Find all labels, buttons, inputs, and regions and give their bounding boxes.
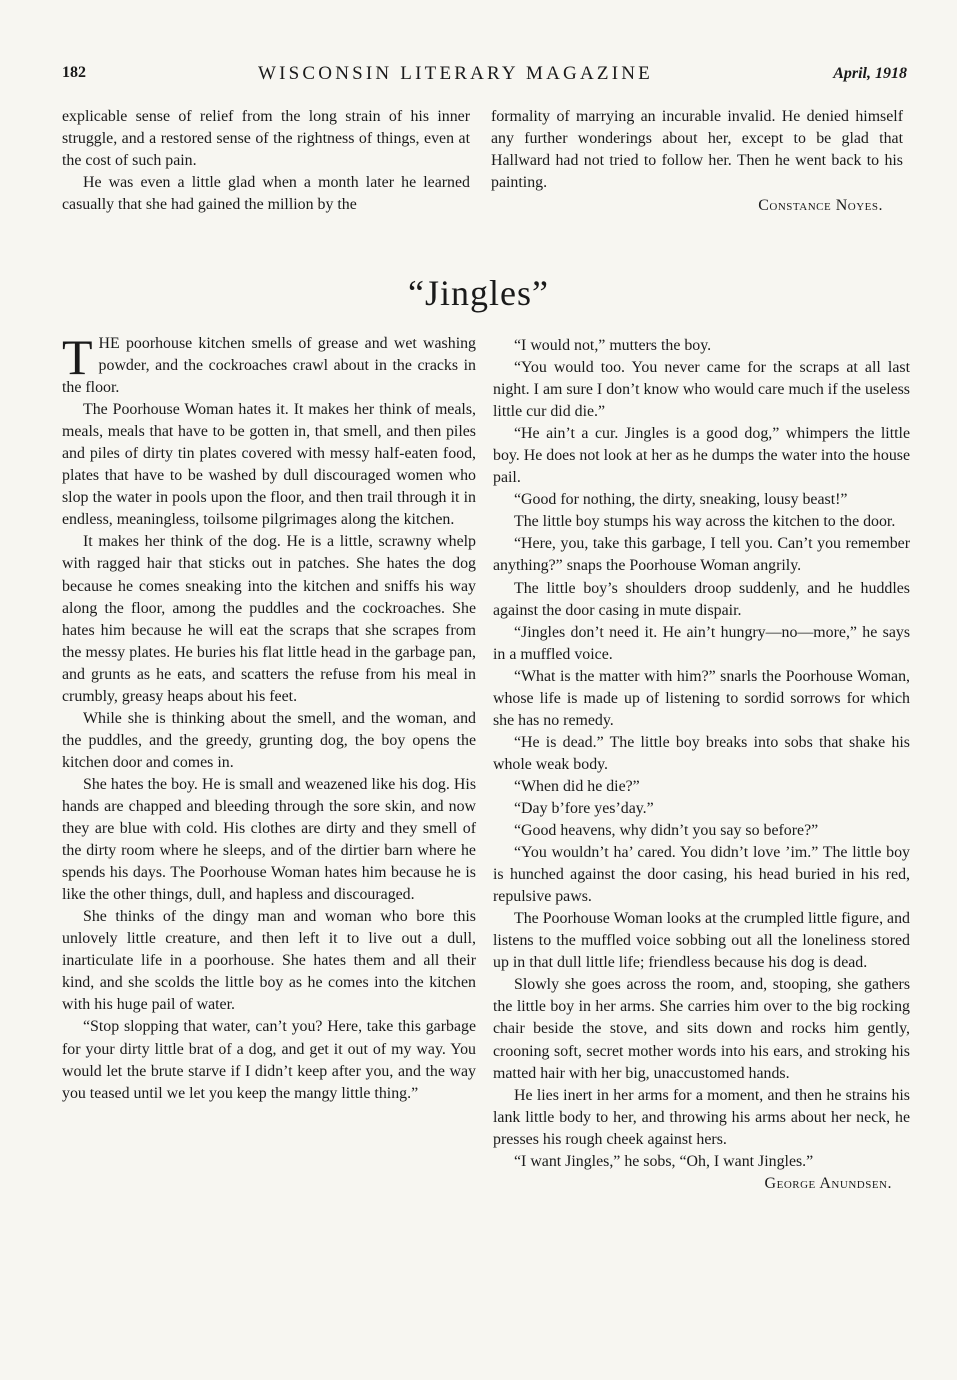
paragraph: Slowly she goes across the room, and, stooping, she gathers the little boy in her arms. She carries him over to the big rocking chair beside the stove, and sits down and rocks him gently, crooning soft, secret mother words into his ears, and stroking his matted hair with her big, unaccustomed hands. [493,976,910,1082]
story-title: “Jingles” [408,273,549,313]
paragraph: She thinks of the dingy man and woman who bore this unlovely little creature, and then left it to live out a dull, inarticulate life in a poorhouse. She hates them and all their kind, and she scolds the little boy as he comes into the kitchen with his huge pail of water. [62,908,476,1014]
prev-story-right-column [491,106,903,217]
paragraph-text: HE poorhouse kitchen smells of grease and wet washing powder, and the cockroaches crawl about in the cracks in the floor. [62,335,476,397]
paragraph: formality of marrying an incurable invalid. He denied himself any further wonderings about her, except to be glad that Hallward had not tried to follow her. Then he went back to his painting. [491,108,903,192]
paragraph: “Stop slopping that water, can’t you? Here, take this garbage for your dirty little brat of a dog, and get it out of my way. You would let the brute starve if I didn’t keep after you, and the way you teased until we let you keep the mangy little thing.” [62,1018,476,1102]
paragraph: “When did he die?” [514,777,640,795]
paragraph: “I want Jingles,” he sobs, “Oh, I want Jingles.” [514,1152,814,1170]
paragraph: “Jingles don’t need it. He ain’t hungry—no—more,” he says in a muffled voice. [493,623,910,663]
paragraph: She hates the boy. He is small and weazened like his dog. His hands are chapped and bleeding through the sore skin, and now they are blue with cold. His clothes are dirty and they smell of the dirty room where he sleeps, and of the dirtier barn where he spends his days. The Poorhouse Woman hates him because he is like the other things, dull, and hapless and discouraged. [62,775,476,904]
paragraph: The little boy’s shoulders droop suddenly, and he huddles against the door casing in mute dispair. [493,579,910,619]
paragraph: The Poorhouse Woman looks at the crumpled little figure, and listens to the muffled voice sobbing out all the loneliness stored up in that dull little life; friendless because his dog is dead. [493,910,910,972]
paragraph: “What is the matter with him?” snarls the Poorhouse Woman, whose life is made up of listening to sordid sorrows for which she has no remedy. [493,667,910,729]
paragraph: “Here, you, take this garbage, I tell you. Can’t you remember anything?” snaps the Poorhouse Woman angrily. [493,535,910,575]
page-number: 182 [62,64,86,81]
paragraph: While she is thinking about the smell, and the woman, and the puddles, and the greedy, grunting dog, the boy opens the kitchen door and comes in. [62,709,476,771]
page-header [62,64,907,88]
story-left-column [62,329,476,1105]
paragraph: He was even a little glad when a month later he learned casually that she had gained the million by the [62,174,470,214]
drop-cap: T [62,329,93,385]
prev-story-author: Constance Noyes. [758,197,883,215]
prev-story-left-column [62,106,470,216]
story-author: George Anundsen. [764,1174,892,1192]
paragraph: “You would too. You never came for the scraps at all last night. I am sure I don’t know who would care much if the useless little cur did die.” [493,359,910,421]
paragraph: The little boy stumps his way across the kitchen to the door. [514,513,896,531]
paragraph: He lies inert in her arms for a moment, and then he strains his lank little body to her, and throwing his arms about her neck, he presses his rough cheek against hers. [493,1086,910,1148]
paragraph: “Day b’fore yes’day.” [514,799,654,817]
story-right-column [493,335,910,1195]
paragraph [62,329,476,399]
paragraph: It makes her think of the dog. He is a little, scrawny whelp with ragged hair that sticks out in patches. She hates the dog because he comes sneaking into the kitchen and sniffs his way along the floor, among the puddles and the cockroaches. She hates him because he will eat the scraps that she scrapes from the messy plates. He buries his flat little head in the garbage pan, and grunts as he eats, and scatters the refuse from his meal in crumbly, greasy heaps about his feet. [62,533,476,705]
paragraph: explicable sense of relief from the long strain of his inner struggle, and a restored sense of the rightness of things, even at the cost of such pain. [62,108,470,170]
paragraph: “He ain’t a cur. Jingles is a good dog,” whimpers the little boy. He does not look at her as he dumps the water into the house pail. [493,425,910,487]
paragraph: The Poorhouse Woman hates it. It makes her think of meals, meals, meals that have to be gotten in, that smell, and then piles and piles of dirty tin plates covered with messy half-eaten food, plates that have to be washed by dull discouraged women who slop the water in pools upon the floor, and then trail through it in endless, meaningless, toilsome pilgrimages along the kitchen. [62,401,476,529]
paragraph: “He is dead.” The little boy breaks into sobs that shake his whole weak body. [493,733,910,773]
paragraph: “Good for nothing, the dirty, sneaking, lousy beast!” [514,491,848,509]
paragraph: “You wouldn’t ha’ cared. You didn’t love ’im.” The little boy is hunched against the door casing, his head buried in his red, repulsive paws. [493,844,910,906]
issue-date: April, 1918 [833,65,907,82]
magazine-title: WISCONSIN LITERARY MAGAZINE [258,63,653,84]
paragraph: “Good heavens, why didn’t you say so before?” [514,822,819,840]
paragraph: “I would not,” mutters the boy. [514,337,712,354]
